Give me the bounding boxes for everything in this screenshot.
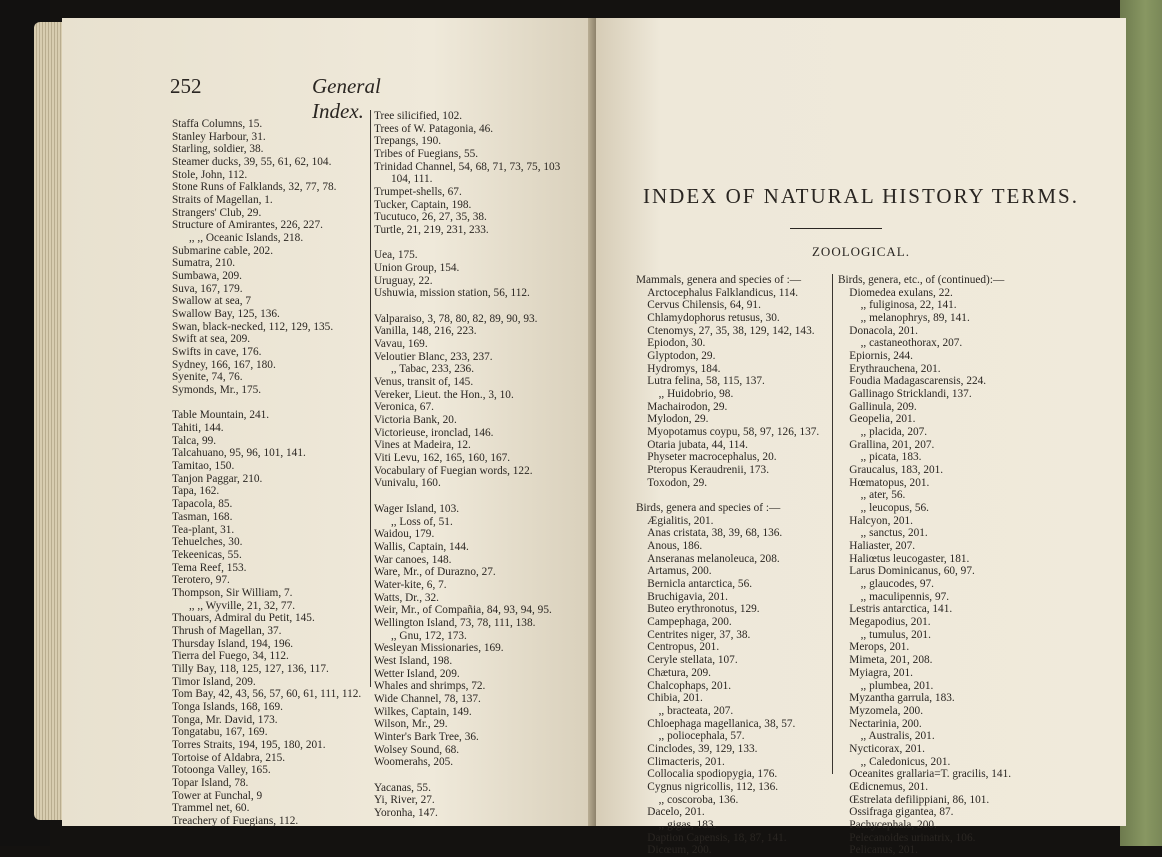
index-entry: Tower at Funchal, 9	[172, 789, 263, 802]
index-entry: ,, picata, 183.	[838, 451, 922, 464]
index-entry: ,, Huidobrio, 98.	[636, 388, 734, 401]
index-entry: Swan, black-necked, 112, 129, 135.	[172, 320, 334, 333]
index-entry: ,, melanophrys, 89, 141.	[838, 312, 970, 325]
index-entry: Totoonga Valley, 165.	[172, 764, 271, 777]
index-entry: Tribes of Fuegians, 55.	[374, 148, 479, 161]
index-entry: Turtle, 21, 219, 231, 233.	[374, 224, 489, 237]
index-entry: Wager Island, 103.	[374, 502, 460, 515]
index-entry: ,, ,, Wyville, 21, 32, 77.	[172, 599, 296, 612]
index-entry: Tom Bay, 42, 43, 56, 57, 60, 61, 111, 112.	[172, 688, 362, 701]
index-entry: ,, coscoroba, 136.	[636, 793, 739, 806]
index-entry: Epiornis, 244.	[838, 350, 913, 363]
index-entry: Chibia, 201.	[636, 692, 703, 705]
index-entry: Climacteris, 201.	[636, 755, 725, 768]
index-entry: Veronica, 67.	[374, 401, 434, 414]
index-entry: Tasman, 168.	[172, 510, 233, 523]
index-entry: Myiagra, 201.	[838, 666, 913, 679]
index-entry: Tanjon Paggar, 210.	[172, 472, 263, 485]
index-entry: Sumatra, 210.	[172, 257, 236, 270]
index-entry: ,, gigas, 183.	[636, 818, 717, 831]
index-entry: Halcyon, 201.	[838, 514, 913, 527]
index-spacer	[374, 237, 560, 250]
index-spacer	[636, 489, 819, 502]
index-entry: Winter's Bark Tree, 36.	[374, 730, 479, 743]
index-entry: Haliœtus leucogaster, 181.	[838, 552, 970, 565]
index-entry: Straits of Magellan, 1.	[172, 194, 273, 207]
index-entry: Vines at Madeira, 12.	[374, 439, 471, 452]
index-entry: Œdicnemus, 201.	[838, 780, 929, 793]
index-entry: Daption Capensis, 18, 87, 141.	[636, 831, 787, 844]
index-entry: ,, maculipennis, 97.	[838, 590, 950, 603]
index-entry: Ctenomys, 27, 35, 38, 129, 142, 143.	[636, 324, 815, 337]
index-entry: Thursday Island, 194, 196.	[172, 637, 294, 650]
section-subtitle: ZOOLOGICAL.	[811, 244, 910, 259]
index-entry: War canoes, 148.	[374, 553, 452, 566]
index-entry: Chlamydophorus retusus, 30.	[636, 312, 780, 325]
index-spacer	[374, 300, 560, 313]
index-entry: ,, placida, 207.	[838, 426, 928, 439]
index-entry: Gallinula, 209.	[838, 400, 917, 413]
index-entry: Terotero, 97.	[172, 574, 230, 587]
index-entry: Ægialitis, 201.	[636, 514, 714, 527]
index-entry: Timor Island, 209.	[172, 675, 256, 688]
index-entry: Tapa, 162.	[172, 485, 220, 498]
index-entry: Machairodon, 29.	[636, 400, 728, 413]
index-entry: Venus, transit of, 145.	[374, 376, 474, 389]
index-entry: Œstrelata defilippiani, 86, 101.	[838, 793, 990, 806]
index-entry: Tucutuco, 26, 27, 35, 38.	[374, 211, 487, 224]
index-entry: Chætura, 209.	[636, 666, 711, 679]
index-column-right-2	[838, 274, 1011, 857]
index-entry: Stole, John, 112.	[172, 168, 248, 181]
index-entry: Glyptodon, 29.	[636, 350, 716, 363]
index-entry: Syenite, 74, 76.	[172, 371, 243, 384]
index-entry: Tonga, Mr. David, 173.	[172, 713, 278, 726]
index-entry: Thouars, Admiral du Petit, 145.	[172, 612, 315, 625]
index-entry: Tahiti, 144.	[172, 422, 224, 435]
index-entry: Victoria Bank, 20.	[374, 414, 457, 427]
index-entry: Tehuelches, 30.	[172, 536, 243, 549]
index-entry: ,, ater, 56.	[838, 489, 906, 502]
index-entry: Talcahuano, 95, 96, 101, 141.	[172, 447, 306, 460]
index-entry: Vocabulary of Fuegian words, 122.	[374, 464, 533, 477]
index-entry: Tema Reef, 153.	[172, 561, 247, 574]
index-entry: Torres Straits, 194, 195, 180, 201.	[172, 738, 326, 751]
index-entry: Uruguay, 22.	[374, 274, 433, 287]
index-entry: Hœmatopus, 201.	[838, 476, 930, 489]
index-entry: ,, Gnu, 172, 173.	[374, 629, 467, 642]
index-entry: Veloutier Blanc, 233, 237.	[374, 350, 493, 363]
index-entry: Sumbawa, 209.	[172, 270, 242, 283]
index-entry: Sydney, 166, 167, 180.	[172, 358, 276, 371]
index-entry: ,, ,, Oceanic Islands, 218.	[172, 232, 304, 245]
index-entry: Myopotamus coypu, 58, 97, 126, 137.	[636, 426, 820, 439]
index-entry: Anseranas melanoleuca, 208.	[636, 552, 780, 565]
index-entry: Treachery of Fuegians, 112.	[172, 814, 299, 827]
index-entry: Birds, genera, etc., of (continued):—	[838, 274, 1005, 286]
index-entry: Ceryle stellata, 107.	[636, 654, 738, 667]
index-entry: Lestris antarctica, 141.	[838, 603, 953, 616]
index-entry: Tamitao, 150.	[172, 460, 235, 473]
index-entry: Anous, 186.	[636, 540, 703, 553]
index-entry: Weir, Mr., of Compañia, 84, 93, 94, 95.	[374, 604, 552, 617]
index-entry: Vavau, 169.	[374, 338, 428, 351]
index-entry: Stone Runs of Falklands, 32, 77, 78.	[172, 181, 337, 194]
index-entry: Dacelo, 201.	[636, 806, 705, 819]
index-entry: Swifts in cave, 176.	[172, 346, 262, 359]
index-entry: ,, leucopus, 56.	[838, 502, 929, 515]
index-entry: Cinclodes, 39, 129, 133.	[636, 742, 758, 755]
index-spacer	[172, 397, 361, 410]
index-spacer	[374, 769, 560, 782]
index-entry: Whales and shrimps, 72.	[374, 680, 486, 693]
index-entry: Thrush of Magellan, 37.	[172, 624, 282, 637]
index-entry: Victorieuse, ironclad, 146.	[374, 426, 494, 439]
index-entry: Trumpet-shells, 67.	[374, 186, 462, 199]
index-entry: Chalcophaps, 201.	[636, 679, 732, 692]
index-entry: Merops, 201.	[838, 641, 910, 654]
index-entry: Talca, 99.	[172, 434, 217, 447]
index-entry: Yoronha, 147.	[374, 806, 438, 819]
index-entry: Arctocephalus Falklandicus, 114.	[636, 286, 799, 299]
title-rule	[790, 228, 882, 229]
index-entry: Haliaster, 207.	[838, 540, 916, 553]
index-entry: Campephaga, 200.	[636, 616, 732, 629]
index-entry: Birds, genera and species of :—	[636, 502, 781, 515]
book-cover-right	[1120, 0, 1162, 846]
index-entry: ,, glaucodes, 97.	[838, 578, 935, 591]
index-entry: Union Group, 154.	[374, 262, 460, 275]
index-entry: Lutra felina, 58, 115, 137.	[636, 375, 765, 388]
index-entry: Vereker, Lieut. the Hon., 3, 10.	[374, 388, 514, 401]
index-entry: Mimeta, 201, 208.	[838, 654, 933, 667]
index-entry: Wilkes, Captain, 149.	[374, 705, 472, 718]
index-entry: Yacanas, 55.	[374, 781, 431, 794]
index-entry: Diomedea exulans, 22.	[838, 286, 953, 299]
index-entry: Mylodon, 29.	[636, 413, 709, 426]
index-entry: Valparaiso, 3, 78, 80, 82, 89, 90, 93.	[374, 312, 538, 325]
index-entry: Suva, 167, 179.	[172, 282, 243, 295]
index-entry: Structure of Amirantes, 226, 227.	[172, 219, 323, 232]
index-entry: ,, bracteata, 207.	[636, 704, 734, 717]
index-entry: Wetter Island, 209.	[374, 667, 460, 680]
index-column-left-1	[172, 118, 361, 828]
index-entry: Viti Levu, 162, 165, 160, 167.	[374, 452, 511, 465]
index-entry: Otaria jubata, 44, 114.	[636, 438, 748, 451]
index-entry: ,, tumulus, 201.	[838, 628, 931, 641]
index-entry: Submarine cable, 202.	[172, 244, 274, 257]
page-edges	[34, 22, 64, 820]
index-entry: Watts, Dr., 32.	[374, 591, 439, 604]
index-entry: Bruchigavia, 201.	[636, 590, 728, 603]
index-entry: Nycticorax, 201.	[838, 742, 925, 755]
index-entry: Dicœum, 200.	[636, 844, 712, 857]
column-divider	[370, 110, 371, 687]
index-entry: West Island, 198.	[374, 654, 453, 667]
index-entry: Wallis, Captain, 144.	[374, 540, 469, 553]
index-spacer	[374, 490, 560, 503]
index-entry: Graucalus, 183, 201.	[838, 464, 944, 477]
index-entry: Cygnus nigricollis, 112, 136.	[636, 780, 779, 793]
index-entry: Trees of W. Patagonia, 46.	[374, 122, 494, 135]
index-entry: Centropus, 201.	[636, 641, 720, 654]
index-entry: Ware, Mr., of Durazno, 27.	[374, 566, 496, 579]
index-entry: Buteo erythronotus, 129.	[636, 603, 760, 616]
index-entry: Swallow at sea, 7	[172, 295, 252, 308]
index-entry: Bernicla antarctica, 56.	[636, 578, 753, 591]
index-entry: Epiodon, 30.	[636, 337, 706, 350]
index-entry: Tapacola, 85.	[172, 498, 233, 511]
index-column-right-1	[636, 274, 819, 857]
index-entry: Foudia Madagascarensis, 224.	[838, 375, 987, 388]
index-entry: ,, Australis, 201.	[838, 730, 935, 743]
index-entry: Ossifraga gigantea, 87.	[838, 806, 954, 819]
index-entry: Nectarinia, 200.	[838, 717, 922, 730]
index-entry: Uea, 175.	[374, 249, 418, 262]
index-entry: Centrites niger, 37, 38.	[636, 628, 751, 641]
index-entry: Megapodius, 201.	[838, 616, 931, 629]
index-entry: Physeter macrocephalus, 20.	[636, 451, 777, 464]
index-entry: Tea-plant, 31.	[172, 523, 235, 536]
index-entry: Larus Dominicanus, 60, 97.	[838, 565, 975, 578]
index-entry: ,, sanctus, 201.	[838, 527, 928, 540]
index-entry: Pelicanus, 201.	[838, 844, 919, 857]
index-entry: Strangers' Club, 29.	[172, 206, 262, 219]
index-entry: Thompson, Sir William, 7.	[172, 586, 293, 599]
index-entry: Topar Island, 78.	[172, 776, 249, 789]
index-entry: Trinidad Channel, 54, 68, 71, 73, 75, 103	[374, 160, 561, 173]
index-entry: Swallow Bay, 125, 136.	[172, 308, 280, 321]
index-entry: Trepangs, 190.	[374, 135, 442, 148]
index-entry: ,, fuliginosa, 22, 141.	[838, 299, 957, 312]
index-entry: ,, plumbea, 201.	[838, 679, 934, 692]
index-entry: Wellington Island, 73, 78, 111, 138.	[374, 616, 536, 629]
index-entry: Anas cristata, 38, 39, 68, 136.	[636, 527, 783, 540]
index-entry: ,, castaneothorax, 207.	[838, 337, 963, 350]
index-entry: 104, 111.	[374, 173, 433, 186]
index-entry: Water-kite, 6, 7.	[374, 578, 447, 591]
index-entry: Pteropus Keraudrenii, 173.	[636, 464, 770, 477]
index-entry: Vanilla, 148, 216, 223.	[374, 325, 477, 338]
index-column-left-2	[374, 110, 560, 820]
left-page	[62, 18, 592, 826]
index-entry: Swift at sea, 209.	[172, 333, 251, 346]
index-entry: Tucker, Captain, 198.	[374, 198, 472, 211]
index-entry: Cervus Chilensis, 64, 91.	[636, 299, 761, 312]
index-entry: Ushuwia, mission station, 56, 112.	[374, 287, 530, 300]
index-entry: Myzomela, 200.	[838, 704, 924, 717]
index-entry: Tongatabu, 167, 169.	[172, 726, 268, 739]
index-entry: Staffa Columns, 15.	[172, 118, 263, 130]
index-entry: Gallinago Stricklandi, 137.	[838, 388, 972, 401]
index-entry: ,, Caledonicus, 201.	[838, 755, 951, 768]
index-entry: ,, Tabac, 233, 236.	[374, 363, 475, 376]
index-entry: Symonds, Mr., 175.	[172, 384, 262, 397]
index-entry: Oceanites grallaria=T. gracilis, 141.	[838, 768, 1012, 781]
section-title: INDEX OF NATURAL HISTORY TERMS.	[643, 184, 1079, 208]
index-entry: Geopelia, 201.	[838, 413, 916, 426]
index-entry: Tilly Bay, 118, 125, 127, 136, 117.	[172, 662, 329, 675]
index-entry: Yi, River, 27.	[374, 794, 435, 807]
index-entry: Tortoise of Aldabra, 215.	[172, 751, 286, 764]
index-entry: Collocalia spodiopygia, 176.	[636, 768, 778, 781]
index-entry: Wolsey Sound, 68.	[374, 743, 460, 756]
index-entry: Pachycephala, 200.	[838, 818, 937, 831]
index-entry: Starling, soldier, 38.	[172, 143, 264, 156]
index-entry: Myzantha garrula, 183.	[838, 692, 955, 705]
page-number: 252	[170, 74, 202, 98]
index-entry: Toxodon, 29.	[636, 476, 708, 489]
index-entry: Donacola, 201.	[838, 324, 918, 337]
column-divider	[832, 274, 833, 774]
index-entry: Trammel net, 60.	[172, 802, 250, 815]
index-entry: Waidou, 179.	[374, 528, 435, 541]
index-entry: Artamus, 200.	[636, 565, 712, 578]
index-entry: ,, poliocephala, 57.	[636, 730, 745, 743]
index-entry: Grallina, 201, 207.	[838, 438, 935, 451]
index-entry: Wilson, Mr., 29.	[374, 718, 448, 731]
index-entry: Tekeenicas, 55.	[172, 548, 242, 561]
index-entry: Tierra del Fuego, 34, 112.	[172, 650, 289, 663]
index-entry: Tree silicified, 102.	[374, 110, 463, 122]
index-entry: Chloephaga magellanica, 38, 57.	[636, 717, 796, 730]
index-entry: Wesleyan Missionaries, 169.	[374, 642, 504, 655]
index-entry: Wide Channel, 78, 137.	[374, 692, 481, 705]
running-title: General Index.	[312, 74, 381, 123]
index-entry: Erythrauchena, 201.	[838, 362, 941, 375]
index-entry: Hydromys, 184.	[636, 362, 721, 375]
index-entry: Table Mountain, 241.	[172, 409, 270, 422]
index-entry: Tonga Islands, 168, 169.	[172, 700, 283, 713]
index-entry: Stanley Harbour, 31.	[172, 130, 266, 143]
index-entry: ,, Loss of, 51.	[374, 515, 453, 528]
index-entry: Woomerahs, 205.	[374, 756, 454, 769]
right-page	[596, 18, 1126, 857]
index-entry: Pelecanoides urinatrix, 106.	[838, 831, 976, 844]
index-entry: Steamer ducks, 39, 55, 61, 62, 104.	[172, 156, 332, 169]
index-entry: Mammals, genera and species of :—	[636, 274, 802, 286]
index-entry: Vunivalu, 160.	[374, 477, 441, 490]
